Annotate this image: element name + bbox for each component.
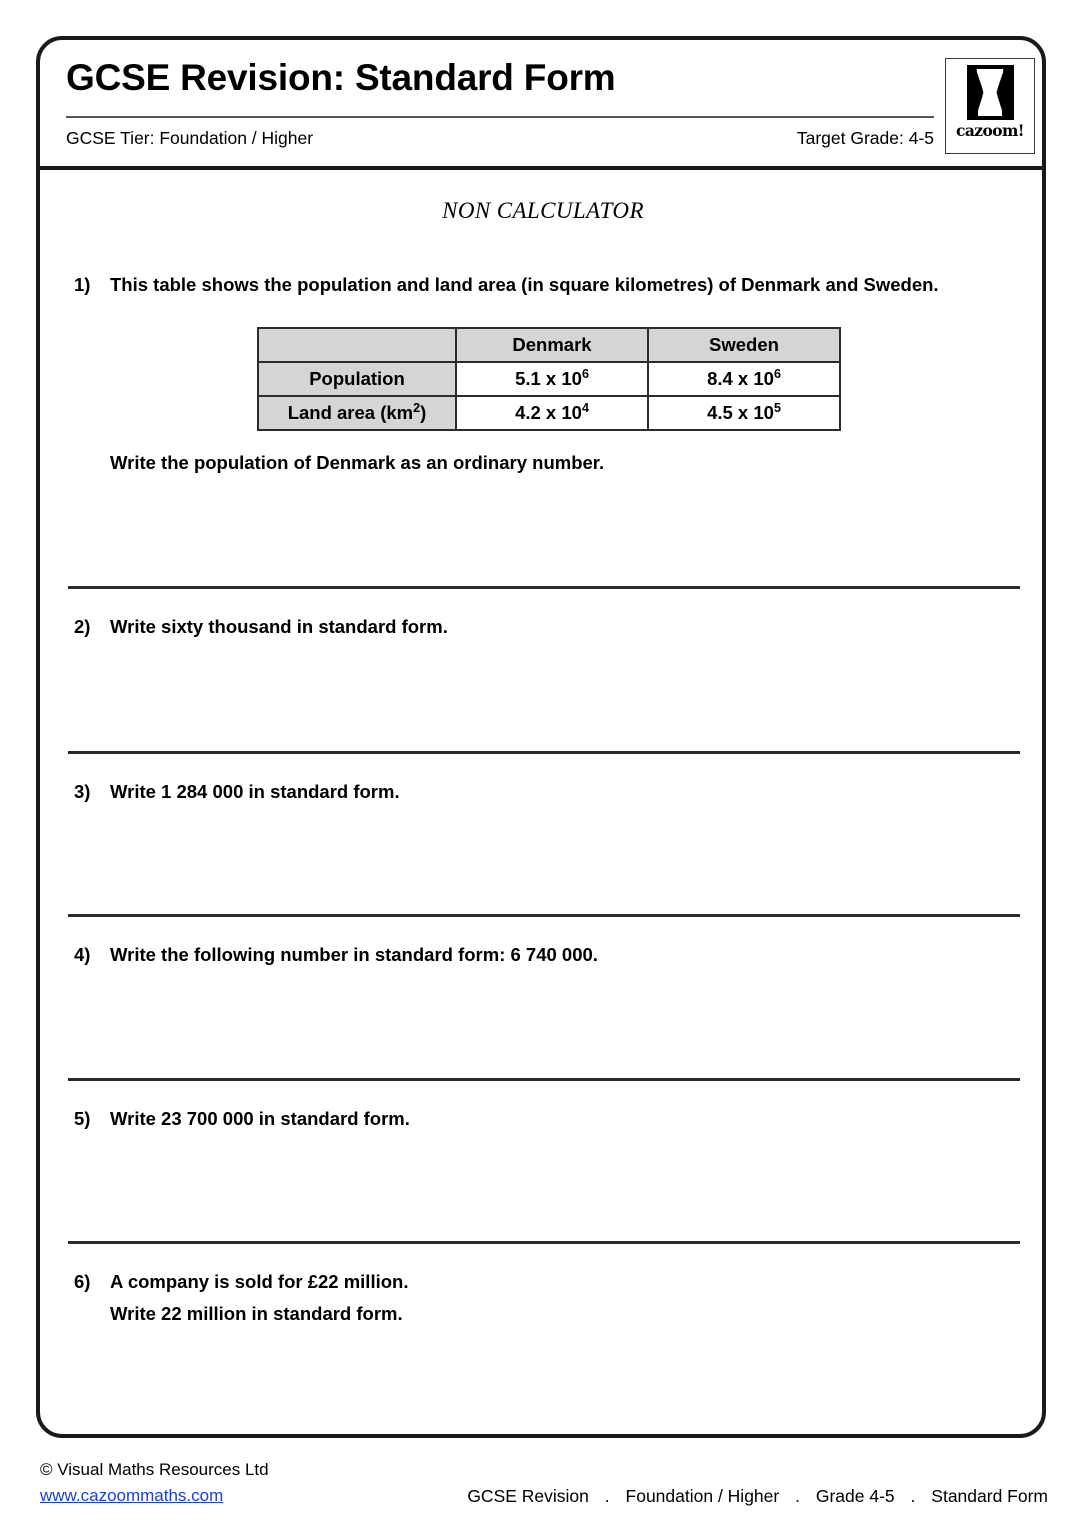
tier-label: GCSE Tier: Foundation / Higher [66,128,314,148]
question-divider-3 [68,914,1020,917]
question-3-text: Write 1 284 000 in standard form. [110,781,400,802]
footer-meta-part: Grade 4-5 [815,1486,895,1506]
question-2-text: Write sixty thousand in standard form. [110,616,448,637]
question-6-subtext: Write 22 million in standard form. [110,1303,403,1324]
worksheet-frame [36,36,1046,1438]
table-row-header-land-area: Land area $(km^2)$ [258,396,456,430]
copyright-text: © Visual Maths Resources Ltd [40,1460,269,1479]
question-5-text: Write 23 700 000 in standard form. [110,1108,410,1129]
question-divider-2 [68,751,1020,754]
table-cell-land-area-sweden: 4.5 x $10^5$ [648,396,840,430]
table-col-header-denmark: Denmark [456,328,648,362]
question-4-text: Write the following number in standard form: 6 740 000. [110,944,598,965]
page-title: GCSE Revision: Standard Form [66,57,616,98]
footer-meta-part: GCSE Revision [467,1486,589,1506]
footer-meta-part: Foundation / Higher [625,1486,780,1506]
question-divider-1 [68,586,1020,589]
question-3-number: 3) [74,781,91,802]
question-6-number: 6) [74,1271,91,1292]
question-1-text: This table shows the population and land area (in square kilometres) of Denmark and Sweden. [110,274,939,295]
population-land-area-table [257,327,841,431]
footer-meta [467,1486,1048,1507]
table-header-row [258,328,840,362]
question-divider-4 [68,1078,1020,1081]
table-corner-cell [258,328,456,362]
header-body-divider [36,166,1046,170]
logo-wordmark: cazoom! [956,121,1024,140]
title-rule [66,116,934,118]
table-row [258,362,840,396]
question-4-number: 4) [74,944,91,965]
table-cell-population-denmark: 5.1 x $10^6$ [456,362,648,396]
question-2-number: 2) [74,616,91,637]
table-cell-land-area-denmark: 4.2 x $10^4$ [456,396,648,430]
website-link[interactable]: www.cazoommaths.com [40,1486,224,1505]
target-grade-label: Target Grade: 4-5 [796,128,934,148]
table-cell-population-sweden: 8.4 x $10^6$ [648,362,840,396]
table-col-header-sweden: Sweden [648,328,840,362]
page-footer [0,1452,1086,1522]
vase-icon [967,65,1014,120]
table-row-header-population: Population [258,362,456,396]
worksheet-header [36,36,1046,166]
question-1-number: 1) [74,274,91,295]
footer-meta-separator: . [604,1486,610,1506]
question-divider-5 [68,1241,1020,1244]
footer-meta-separator: . [910,1486,916,1506]
question-5-number: 5) [74,1108,91,1129]
table-row [258,396,840,430]
cazoom-logo [945,58,1035,154]
footer-meta-part: Standard Form [931,1486,1048,1506]
question-1-subtext: Write the population of Denmark as an ordinary number. [110,452,605,473]
footer-meta-separator: . [795,1486,800,1506]
non-calculator-note: NON CALCULATOR [442,198,644,223]
question-6-text: A company is sold for £22 million. [110,1271,409,1292]
